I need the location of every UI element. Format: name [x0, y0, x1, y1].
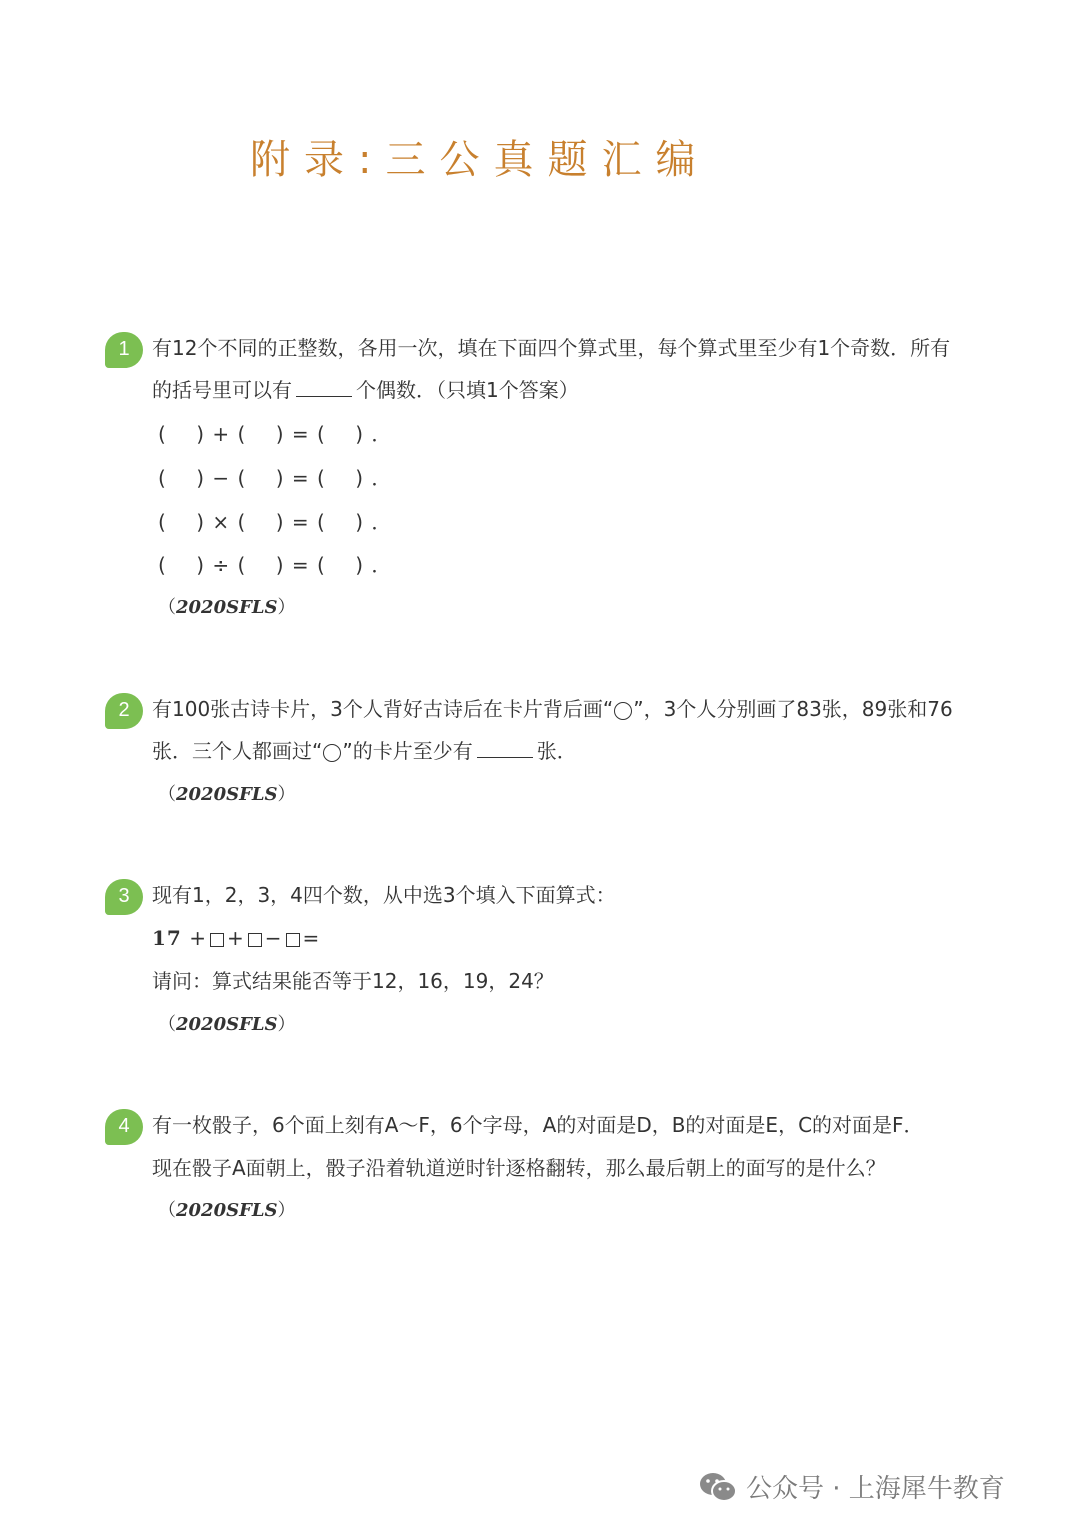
question-text: [152, 739, 577, 763]
question-text: [152, 697, 953, 721]
question-number-badge: 2: [105, 693, 143, 729]
wechat-watermark: [698, 1468, 1005, 1505]
equation-line: ( ) ÷ ( ) = ( ) ．: [158, 553, 393, 577]
empty-box-icon: [286, 933, 300, 947]
question-text-part: 有100张古诗卡片，3个人背好古诗后在卡片背后画“: [152, 697, 614, 721]
question-text: 现在骰子A面朝上，骰子沿着轨道逆时针逐格翻转，那么最后朝上的面写的是什么？: [152, 1156, 886, 1180]
question-text-part: ”，3个人分别画了83张，89张和76: [633, 697, 953, 721]
question-number-badge: 4: [105, 1109, 143, 1145]
question-number-badge: 3: [105, 879, 143, 915]
source-label: 2020SFLS: [176, 784, 278, 805]
question-text: 请问：算式结果能否等于12，16，19，24？: [152, 969, 554, 993]
question-text-part: ”的卡片至少有: [342, 739, 473, 763]
source-label: 2020SFLS: [176, 1200, 278, 1221]
source-citation: （2020SFLS）: [158, 1014, 296, 1035]
circle-symbol-icon: [323, 744, 341, 762]
empty-box-icon: [210, 933, 224, 947]
question-text: 现有1，2，3，4四个数，从中选3个填入下面算式：: [152, 883, 616, 907]
source-citation: （2020SFLS）: [158, 597, 296, 618]
question-text: 有12个不同的正整数，各用一次，填在下面四个算式里，每个算式里至少有1个奇数．所有: [152, 336, 951, 360]
question-text-part: 的括号里可以有: [152, 378, 292, 402]
question-text-part: 张．三个人都画过“: [152, 739, 323, 763]
question-text: 有一枚骰子，6个面上刻有A～F，6个字母，A的对面是D，B的对面是E，C的对面是F．: [152, 1113, 924, 1137]
circle-symbol-icon: [614, 702, 632, 720]
page-title: 附录:三公真题汇编: [250, 137, 710, 183]
source-citation: （2020SFLS）: [158, 1200, 296, 1221]
wechat-icon: [698, 1470, 738, 1504]
equation-line: [152, 926, 320, 950]
equation-number: 17: [152, 926, 182, 950]
question-text-part: 张．: [536, 739, 577, 763]
source-label: 2020SFLS: [176, 1014, 278, 1035]
watermark-text: 公众号 · 上海犀牛教育: [746, 1474, 1005, 1504]
equation-line: ( ) − ( ) = ( ) ．: [158, 466, 393, 490]
question-number-badge: 1: [105, 332, 143, 368]
source-citation: （2020SFLS）: [158, 784, 296, 805]
question-text-part: 个偶数．（只填1个答案）: [356, 378, 579, 402]
equation-line: ( ) + ( ) = ( ) ．: [158, 422, 393, 446]
equation-line: ( ) × ( ) = ( ) ．: [158, 510, 393, 534]
plus-sign: +: [226, 926, 245, 950]
answer-blank: [296, 378, 352, 397]
minus-sign: −: [264, 926, 283, 950]
source-label: 2020SFLS: [176, 597, 278, 618]
plus-sign: +: [189, 926, 207, 950]
question-text: [152, 378, 579, 402]
answer-blank: [477, 739, 533, 758]
empty-box-icon: [248, 933, 262, 947]
equals-sign: =: [302, 926, 321, 950]
